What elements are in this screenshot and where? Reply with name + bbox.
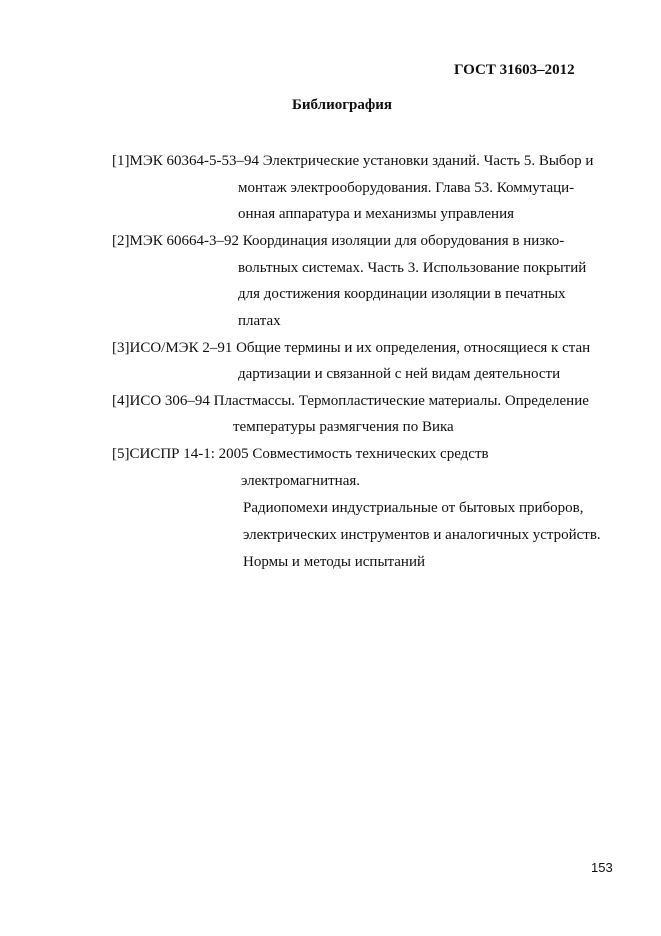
entry-2-line-2: вольтных системах. Часть 3. Использование покрытий bbox=[238, 260, 587, 276]
entry-5-line-1: [5]СИСПР 14-1: 2005 Совместимость технических средств bbox=[112, 446, 489, 462]
entry-4-line-1: [4]ИСО 306–94 Пластмассы. Термопластические материалы. Определение bbox=[112, 393, 589, 409]
entry-4-line-2: температуры размягчения по Вика bbox=[233, 419, 454, 435]
entry-5-line-5: Нормы и методы испытаний bbox=[243, 554, 426, 570]
entry-3-line-2: дартизации и связанной с ней видам деятельности bbox=[238, 366, 561, 382]
entry-5-line-2: электромагнитная. bbox=[241, 473, 360, 489]
entry-2-line-1: [2]МЭК 60664-3–92 Координация изоляции для оборудования в низко- bbox=[112, 233, 565, 249]
bibliography-title: Библиография bbox=[292, 97, 393, 113]
entry-5-line-4: электрических инструментов и аналогичных устройств. bbox=[243, 527, 601, 543]
entry-3-line-1: [3]ИСО/МЭК 2–91 Общие термины и их определения, относящиеся к стан bbox=[112, 340, 591, 356]
standard-code-header: ГОСТ 31603–2012 bbox=[454, 62, 575, 78]
entry-2-line-4: платах bbox=[238, 313, 281, 329]
entry-1-line-3: онная аппаратура и механизмы управления bbox=[238, 206, 515, 222]
entry-1-line-2: монтаж электрооборудования. Глава 53. Коммутаци- bbox=[238, 180, 575, 196]
entry-1-line-1: [1]МЭК 60364-5-53–94 Электрические установки зданий. Часть 5. Выбор и bbox=[112, 153, 594, 169]
entry-2-line-3: для достижения координации изоляции в печатных bbox=[238, 286, 566, 302]
page-number: 153 bbox=[591, 860, 613, 875]
entry-5-line-3: Радиопомехи индустриальные от бытовых приборов, bbox=[243, 500, 584, 516]
